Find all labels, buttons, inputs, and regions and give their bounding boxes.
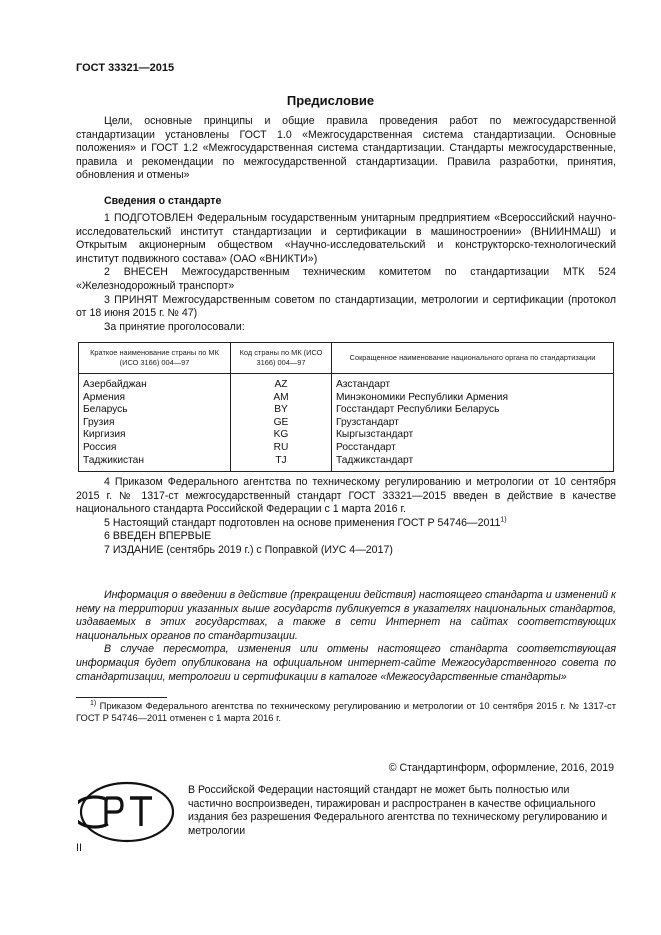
country-cell: Россия (83, 441, 117, 453)
footnote-ref: 1) (500, 516, 507, 524)
table-row (79, 442, 614, 455)
table-header-organ: Сокращенное наименование национального органа по стандартизации (332, 343, 614, 374)
footnote (76, 700, 616, 725)
voting-caption: За принятие проголосовали: (104, 320, 245, 333)
info-paragraph-2: В случае пересмотра, изменения или отмены настоящего стандарта соответствующая информация будет опубликована на официальном интернет-сайте Межгосударственного совета по стандартизации, метрологии и сертификации в каталоге «Межгосударственные стандарты» (76, 643, 616, 683)
code-cell: KG (231, 429, 332, 442)
page-title: Предисловие (286, 93, 375, 108)
table-row (79, 374, 614, 392)
item-5-text: 5 Настоящий стандарт подготовлен на основе применения ГОСТ Р 54746—2011 (104, 516, 501, 529)
info-paragraph-1: Информация о введении в действие (прекращении действия) настоящего стандарта и изменений к нему на территории указанных выше государств публикуется в указателях национальных стандартов, издаваемых в этих государствах, а также в сети Интернет на сайтах соответствующих национальных органов по стандартизации. (76, 589, 616, 642)
organ-cell: Минэкономики Республики Армения (332, 392, 614, 405)
voting-table (78, 342, 614, 472)
intro-paragraph: Цели, основные принципы и общие правила проведения работ по межгосударственной стандартизации установлены ГОСТ 1.0 «Межгосударственная система стандартизации. Основные положения» и ГОСТ 1.2 «Межгосударственная система стандартизации. Стандарты межгосударственные, правила и рекомендации по межгосударственной стандартизации. Правила разработки, принятия, обновления и отмены» (76, 115, 616, 182)
table-row (79, 404, 614, 417)
country-cell: Таджикистан (83, 454, 144, 466)
country-cell: Азербайджан (83, 379, 147, 390)
copyright-line: © Стандартинформ, оформление, 2016, 2019 (388, 762, 614, 774)
code-cell: AZ (231, 374, 332, 392)
table-row (79, 417, 614, 430)
item-4: 4 Приказом Федерального агентства по техническому регулированию и метрологии от 10 сентября 2015 г. № 1317-ст межгосударственный стандарт ГОСТ 33321—2015 введен в действие в качестве национального стандарта Российской Федерации с 1 марта 2016 г. (76, 476, 616, 516)
organ-cell: Грузстандарт (332, 417, 614, 430)
copyright-notice: В Российской Федерации настоящий стандарт не может быть полностью или частично воспроизведен, тиражирован и распространен в качестве официального издания без разрешения Федерального агентства по техническому регулированию и метрологии (188, 784, 608, 837)
item-7: 7 ИЗДАНИЕ (сентябрь 2019 г.) с Поправкой (ИУС 4—2017) (104, 543, 393, 556)
item-6: 6 ВВЕДЕН ВПЕРВЫЕ (104, 530, 212, 543)
code-cell: TJ (231, 455, 332, 472)
page-number: II (76, 842, 82, 854)
code-cell: RU (231, 442, 332, 455)
footnote-mark: 1) (90, 699, 97, 707)
code-cell: BY (231, 404, 332, 417)
organ-cell: Таджикстандарт (332, 455, 614, 472)
country-cell: Грузия (83, 416, 115, 428)
table-header-row (79, 343, 614, 374)
table-header-country: Краткое наименование страны по МК (ИСО 3166) 004—97 (79, 343, 231, 374)
table-row (79, 392, 614, 405)
item-5 (76, 517, 616, 531)
code-cell: GE (231, 417, 332, 430)
table-row (79, 429, 614, 442)
organ-cell: Азстандарт (332, 374, 614, 392)
standard-id-header: ГОСТ 33321—2015 (76, 62, 175, 74)
country-cell: Киргизия (83, 429, 126, 441)
footnote-text: Приказом Федерального агентства по техническому регулированию и метрологии от 10 сентября 2015 г. № 1317-ст ГОСТ Р 54746—2011 отменен с 1 марта 2016 г. (76, 700, 616, 724)
country-cell: Армения (83, 391, 125, 403)
table-row (79, 455, 614, 472)
standard-info-list (76, 212, 616, 334)
country-cell: Беларусь (83, 404, 128, 416)
item-2: 2 ВНЕСЕН Межгосударственным техническим комитетом по стандартизации МТК 524 «Железнодорожный транспорт» (76, 266, 616, 292)
rst-logo-icon (78, 780, 176, 844)
code-cell: AM (231, 392, 332, 405)
info-block (76, 589, 616, 684)
organ-cell: Кыргызстандарт (332, 429, 614, 442)
section-subtitle: Сведения о стандарте (104, 195, 222, 207)
standard-info-list-continued (76, 476, 616, 558)
organ-cell: Росстандарт (332, 442, 614, 455)
footnote-divider (76, 697, 167, 698)
organ-cell: Госстандарт Республики Беларусь (332, 404, 614, 417)
table-header-code: Код страны по МК (ИСО 3166) 004—97 (231, 343, 332, 374)
item-1: 1 ПОДГОТОВЛЕН Федеральным государственным унитарным предприятием «Всероссийский научно-исследовательский институт стандартизации и сертификации в машиностроении» (ВНИИНМАШ) и Открытым акционерным обществом «Научно-исследовательский и конструкторско-технологический институт подвижного состава» (ОАО «ВНИКТИ») (76, 212, 616, 265)
item-3: 3 ПРИНЯТ Межгосударственным советом по стандартизации, метрологии и сертификации (протокол от 18 июня 2015 г. № 47) (76, 293, 616, 320)
